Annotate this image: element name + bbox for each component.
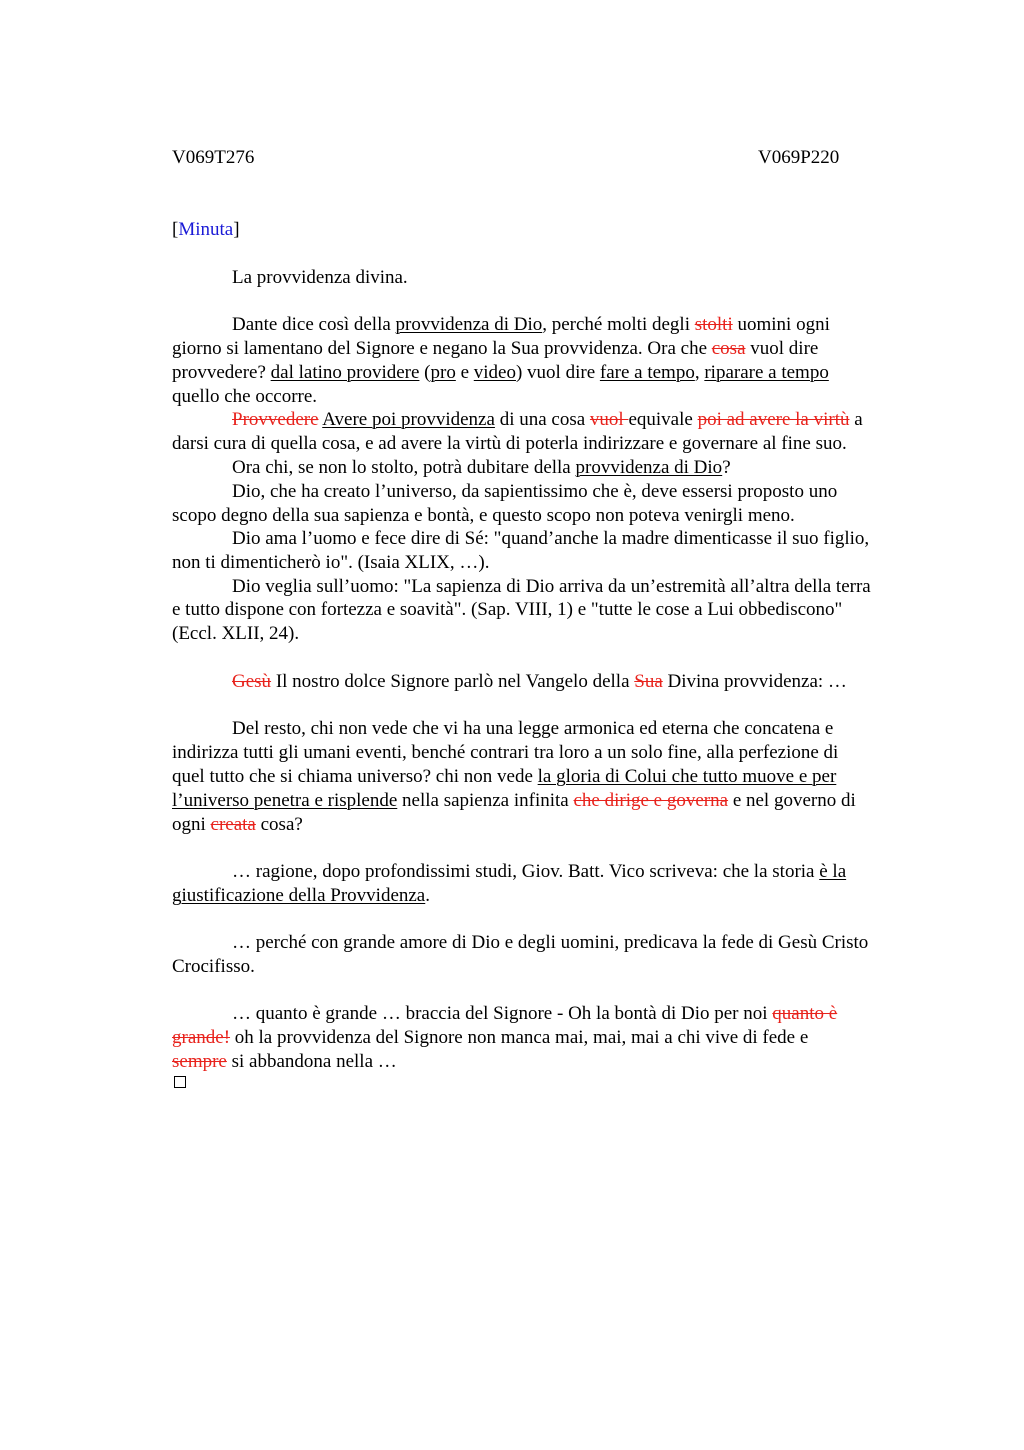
deleted-text: Provvedere <box>232 409 319 430</box>
text-line <box>172 789 856 813</box>
text-line <box>232 670 847 694</box>
text-segment: cosa? <box>255 814 303 835</box>
text-line <box>172 884 430 908</box>
text-segment: di una cosa <box>494 409 590 430</box>
text-segment: scopo degno della sua sapienza e bontà, e questo scopo non poteva venirgli meno. <box>172 505 795 526</box>
deleted-text: sempre <box>172 1051 227 1072</box>
text-segment: quel tutto che si chiama universo? chi non vede <box>172 766 538 787</box>
text-line <box>172 504 795 528</box>
text-segment: , perché molti degli <box>542 314 695 335</box>
underlined-text: l’universo penetra e risplende <box>172 790 398 811</box>
text-segment: (Eccl. XLII, 24). <box>172 623 300 644</box>
text-segment: Del resto, chi non vede che vi ha una legge armonica ed eterna che concatena e <box>232 718 834 739</box>
text-segment: ( <box>419 362 431 383</box>
underlined-text: riparare a tempo <box>704 362 829 383</box>
text-line <box>172 1026 808 1050</box>
deleted-text: che dirige e governa <box>573 790 729 811</box>
deleted-text: vuol <box>589 409 629 430</box>
text-segment: equivale <box>628 409 698 430</box>
underlined-text: provvidenza di Dio <box>575 457 723 478</box>
text-segment: oh la provvidenza del Signore non manca mai, mai, mai a chi vive di fede e <box>230 1027 809 1048</box>
minuta-label: [Minuta] <box>172 219 240 240</box>
text-segment: … ragione, dopo profondissimi studi, Giov. Batt. Vico scriveva: che la storia <box>232 861 820 882</box>
text-segment: Dante dice così della <box>232 314 396 335</box>
underlined-text: è la <box>819 861 847 882</box>
text-line <box>172 765 836 789</box>
underlined-text: pro <box>430 362 456 383</box>
underlined-text: video <box>473 362 516 383</box>
text-segment: a <box>849 409 863 430</box>
text-line <box>232 456 731 480</box>
header-left-code: V069T276 <box>172 147 255 168</box>
text-segment: Il nostro dolce Signore parlò nel Vangelo della <box>271 671 635 692</box>
text-segment: Divina provvidenza: … <box>662 671 847 692</box>
text-line <box>172 1050 397 1074</box>
text-line <box>172 598 842 622</box>
text-segment: Dio, che ha creato l’universo, da sapientissimo che è, deve essersi proposto uno <box>232 481 838 502</box>
text-segment: e tutto dispone con fortezza e soavità". (Sap. VIII, 1) e "tutte le cose a Lui obbediscono" <box>172 599 843 620</box>
text-line <box>232 931 868 955</box>
text-line <box>172 361 829 385</box>
header-right-code: V069P220 <box>758 147 840 168</box>
deleted-text: creata <box>210 814 256 835</box>
text-segment: e nel governo di <box>728 790 856 811</box>
text-segment: si abbandona nella … <box>226 1051 397 1072</box>
text-segment: Dio ama l’uomo e fece dire di Sé: "quand’anche la madre dimenticasse il suo figlio, <box>232 528 870 549</box>
text-line <box>232 860 846 884</box>
text-segment: … quanto è grande … braccia del Signore - Oh la bontà di Dio per noi <box>232 1003 773 1024</box>
text-segment: , <box>694 362 705 383</box>
deleted-text: Gesù <box>232 671 272 692</box>
text-line <box>232 408 863 432</box>
text-segment: nella sapienza infinita <box>397 790 574 811</box>
text-segment: indirizza tutti gli umani eventi, benché contrari tra loro a un solo fine, alla perfezione di <box>172 742 839 763</box>
deleted-text: grande! <box>172 1027 231 1048</box>
minuta-text: Minuta <box>178 219 234 240</box>
text-segment: vuol dire <box>745 338 819 359</box>
deleted-text: Sua <box>634 671 663 692</box>
text-line <box>232 527 869 551</box>
text-line <box>232 480 837 504</box>
underlined-text: la gloria di Colui che tutto muove e per <box>537 766 837 787</box>
text-segment: . <box>425 885 430 906</box>
text-segment: e <box>455 362 474 383</box>
text-line <box>232 717 833 741</box>
text-segment: Dio veglia sull’uomo: "La sapienza di Dio arriva da un’estremità all’altra della terra <box>232 576 871 597</box>
underlined-text: fare a tempo <box>599 362 695 383</box>
text-segment: ogni <box>172 814 211 835</box>
text-segment: giorno si lamentano del Signore e negano la Sua provvidenza. Ora che <box>172 338 712 359</box>
text-segment: non ti dimenticherò io". (Isaia XLIX, …). <box>172 552 490 573</box>
text-line <box>232 1002 837 1026</box>
underlined-text: provvidenza di Dio <box>395 314 543 335</box>
text-line <box>172 337 818 361</box>
text-segment: quello che occorre. <box>172 386 318 407</box>
text-line <box>172 741 838 765</box>
text-line <box>232 313 830 337</box>
document-title: La provvidenza divina. <box>232 267 408 288</box>
text-segment: ? <box>722 457 731 478</box>
text-line <box>172 432 847 456</box>
underlined-text: Avere poi provvidenza <box>322 409 495 430</box>
text-line <box>172 551 489 575</box>
text-line <box>172 955 255 979</box>
deleted-text: poi ad avere la virtù <box>697 409 850 430</box>
text-segment: uomini ogni <box>732 314 830 335</box>
deleted-text: stolti <box>694 314 733 335</box>
text-segment: Crocifisso. <box>172 956 255 977</box>
text-line <box>172 813 303 837</box>
underlined-text: dal latino providere <box>270 362 420 383</box>
deleted-text: cosa <box>711 338 746 359</box>
end-box-icon <box>174 1076 186 1088</box>
deleted-text: quanto è <box>772 1003 838 1024</box>
text-segment: ) vuol dire <box>515 362 600 383</box>
text-segment: … perché con grande amore di Dio e degli uomini, predicava la fede di Gesù Cristo <box>232 932 869 953</box>
text-segment: darsi cura di quella cosa, e ad avere la virtù di poterla indirizzare e governare al fine suo. <box>172 433 847 454</box>
text-line <box>172 385 317 409</box>
text-line <box>172 622 299 646</box>
text-segment: provvedere? <box>172 362 271 383</box>
text-segment: Ora chi, se non lo stolto, potrà dubitare della <box>232 457 576 478</box>
text-line <box>232 575 871 599</box>
underlined-text: giustificazione della Provvidenza <box>172 885 426 906</box>
